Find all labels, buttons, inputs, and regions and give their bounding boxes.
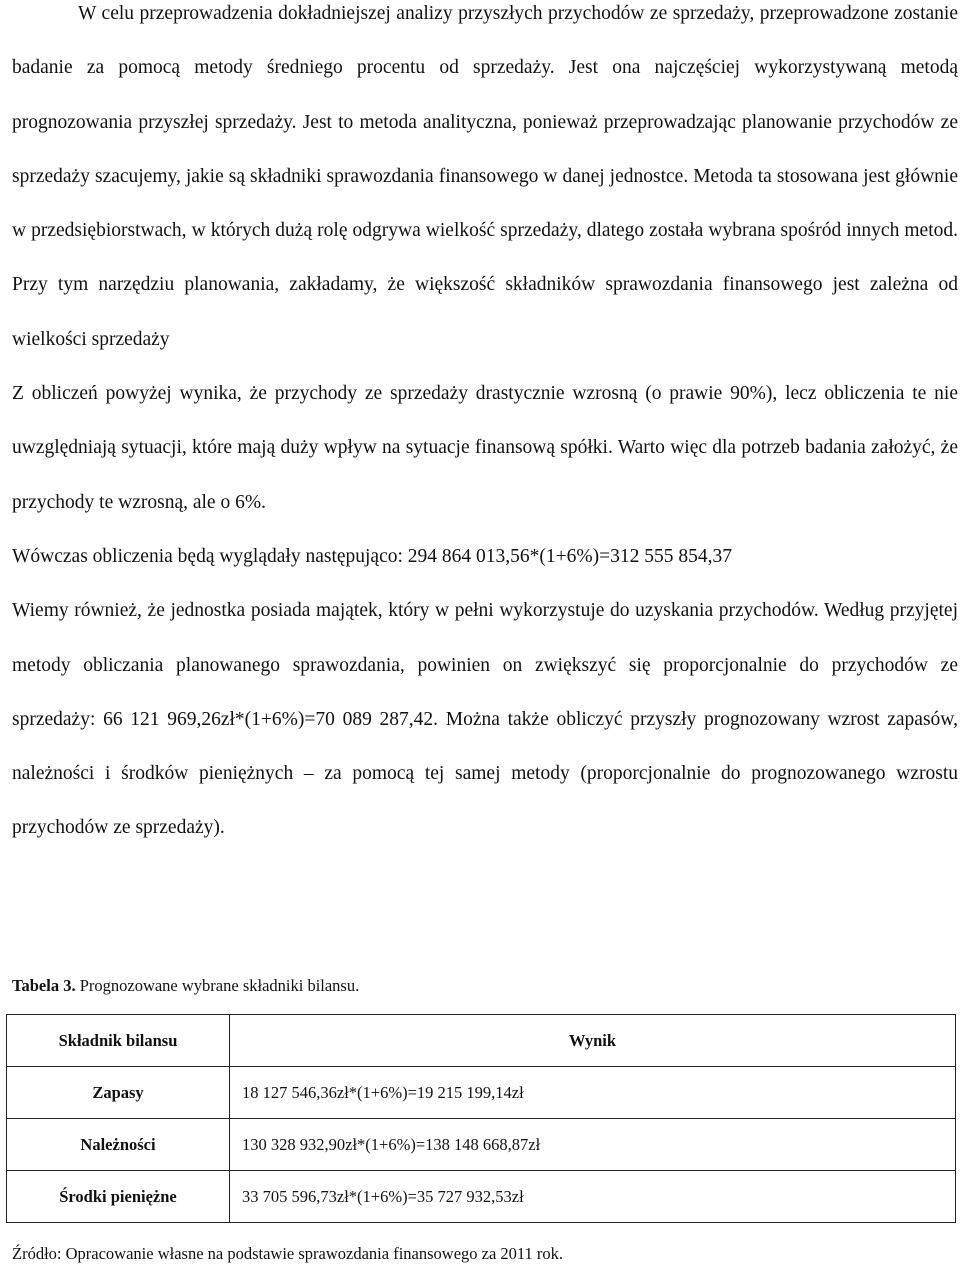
table-header-row: [7, 1015, 956, 1067]
row-label: Należności: [7, 1119, 230, 1171]
table-row: [7, 1067, 956, 1119]
table-caption-text: Prognozowane wybrane składniki bilansu.: [75, 976, 360, 995]
row-value: 18 127 546,36zł*(1+6%)=19 215 199,14zł: [230, 1067, 956, 1119]
table-caption-label: Tabela 3.: [12, 976, 76, 995]
row-label: Środki pieniężne: [7, 1171, 230, 1223]
table-row: [7, 1119, 956, 1171]
table-caption: [12, 976, 359, 996]
paragraph-assets-forecast: Wiemy również, że jednostka posiada majątek, który w pełni wykorzystuje do uzyskania przychodów. Według przyjętej metody obliczania planowanego sprawozdania, powinien on zwiększyć się proporcjonalnie do przychodów ze sprzedaży: 66 121 969,26zł*(1+6%)=70 089 287,42. Można także obliczyć przyszły prognozowany wzrost zapasów, należności i środków pieniężnych – za pomocą tej samej metody (proporcjonalnie do prognozowanego wzrostu przychodów ze sprzedaży).: [12, 600, 958, 839]
paragraph-calculation-note: Z obliczeń powyżej wynika, że przychody ze sprzedaży drastycznie wzrosną (o prawie 90%), lecz obliczenia te nie uwzględniają sytuacji, które mają duży wpływ na sytuacje finansową spółki. Warto więc dla potrzeb badania założyć, że przychody te wzrosną, ale o 6%.: [12, 383, 958, 513]
row-value: 33 705 596,73zł*(1+6%)=35 727 932,53zł: [230, 1171, 956, 1223]
row-value: 130 328 932,90zł*(1+6%)=138 148 668,87zł: [230, 1119, 956, 1171]
table-row: [7, 1171, 956, 1223]
table-source-note: Źródło: Opracowanie własne na podstawie sprawozdania finansowego za 2011 rok.: [12, 1244, 564, 1263]
header-result: Wynik: [230, 1015, 956, 1067]
document-body: [12, 0, 958, 856]
row-label: Zapasy: [7, 1067, 230, 1119]
header-component: Składnik bilansu: [7, 1015, 230, 1067]
paragraph-calculation-result: Wówczas obliczenia będą wyglądały następująco: 294 864 013,56*(1+6%)=312 555 854,37: [12, 545, 733, 567]
balance-forecast-table: [6, 1014, 956, 1223]
paragraph-method-description: W celu przeprowadzenia dokładniejszej analizy przyszłych przychodów ze sprzedaży, przeprowadzone zostanie badanie za pomocą metody średniego procentu od sprzedaży. Jest ona najczęściej wykorzystywaną metodą prognozowania przyszłej sprzedaży. Jest to metoda analityczna, ponieważ przeprowadzając planowanie przychodów ze sprzedaży szacujemy, jakie są składniki sprawozdania finansowego w danej jednostce. Metoda ta stosowana jest głównie w przedsiębiorstwach, w których dużą rolę odgrywa wielkość sprzedaży, dlatego została wybrana spośród innych metod. Przy tym narzędziu planowania, zakładamy, że większość składników sprawozdania finansowego jest zależna od wielkości sprzedaży: [12, 3, 958, 350]
